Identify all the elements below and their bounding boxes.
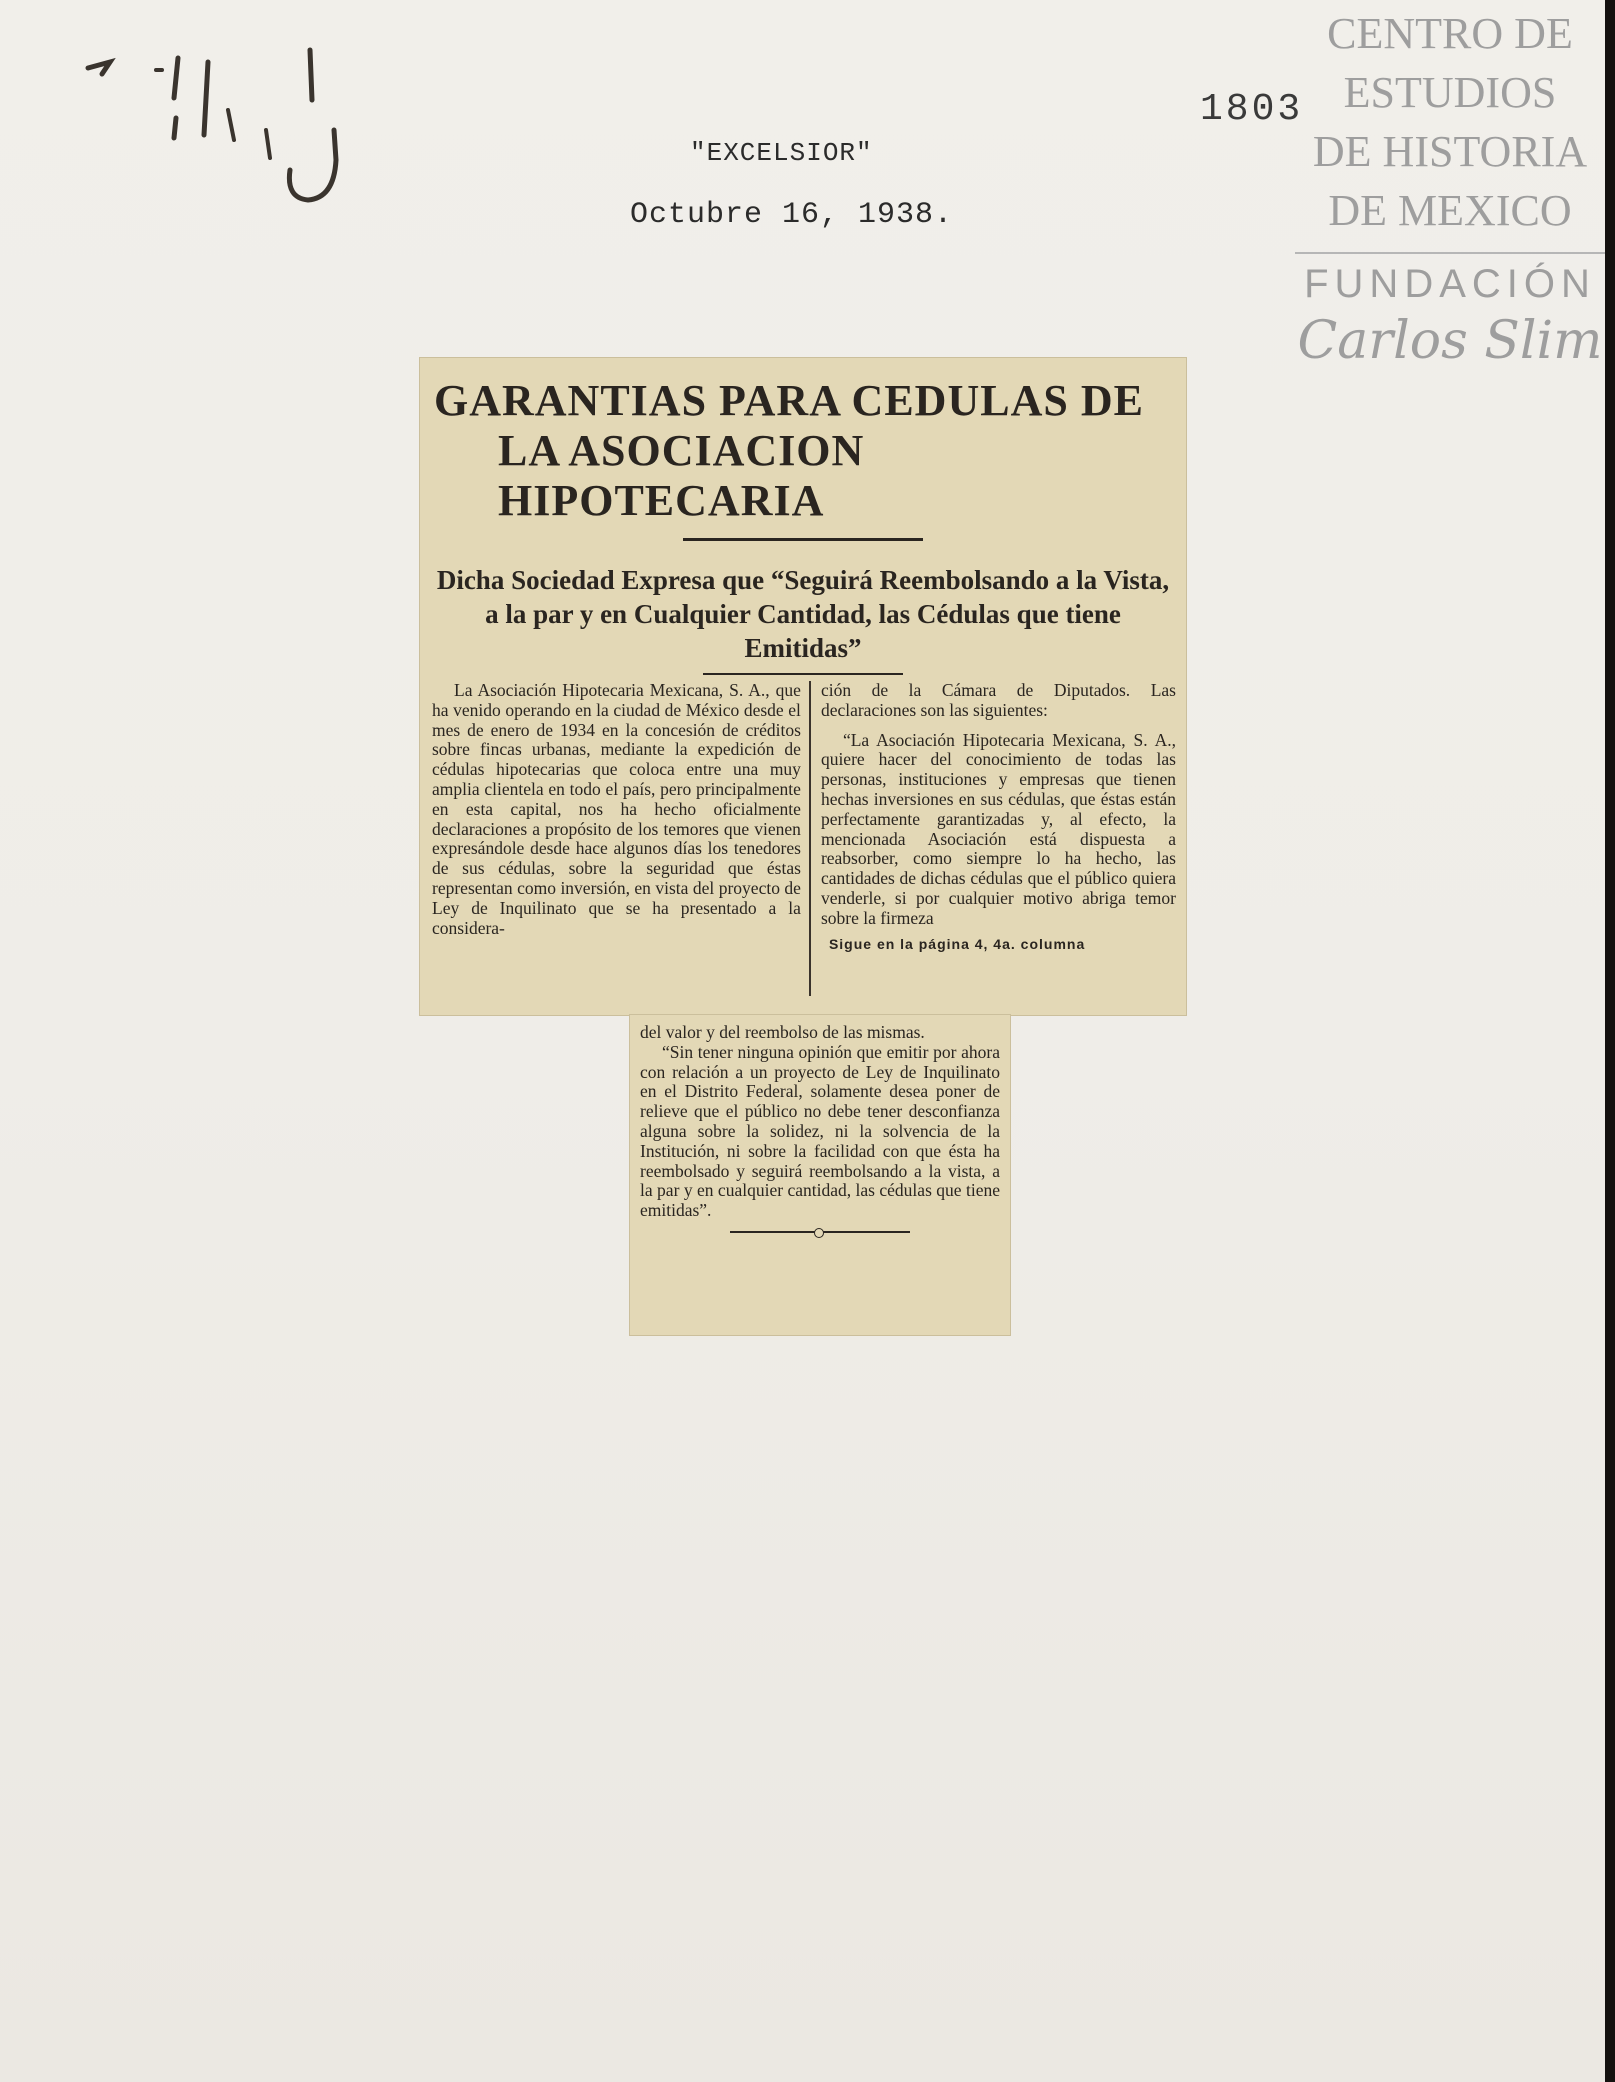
newspaper-name: "EXCELSIOR" <box>690 138 873 168</box>
article-paragraph: ción de la Cámara de Diputados. Las declaraciones son las siguientes: <box>820 680 1176 720</box>
end-of-article-rule <box>730 1231 910 1233</box>
article-paragraph: La Asociación Hipotecaria Mexicana, S. A., que ha venido operando en la ciudad de México desde el mes de enero de 1934 en la concesión de créditos sobre fincas urbanas, mediante la expedición de cédulas hipotecarias que coloca entre una muy amplia clientela en todo el país, pero principalmente en esta capital, nos ha hecho oficialmente declaraciones a propósito de los temores que vienen expresándole desde hace algunos días los tenedores de sus cédulas, sobre la seguridad que éstas representan como inversión, en vista del proyecto de Ley de Inquilinato que se ha presentado a la considera- <box>432 680 801 938</box>
handwritten-mark <box>78 40 378 240</box>
article-paragraph: del valor y del reembolso de las mismas. <box>640 1022 925 1042</box>
watermark-line: CENTRO DE <box>1327 9 1573 58</box>
watermark-line: DE MEXICO <box>1328 186 1572 235</box>
continuation-text <box>630 1015 1010 1221</box>
document-number: 1803 <box>1200 88 1304 131</box>
headline-line-1: GARANTIAS PARA CEDULAS DE <box>434 376 1144 425</box>
article-column-right <box>811 681 1176 996</box>
article-column-left <box>432 681 811 996</box>
article-columns <box>420 681 1186 996</box>
article-headline <box>420 358 1186 526</box>
archive-watermark <box>1295 4 1605 371</box>
watermark-line: DE HISTORIA <box>1312 127 1588 176</box>
watermark-divider <box>1295 252 1605 254</box>
newspaper-clipping <box>420 358 1186 1015</box>
article-subheadline: Dicha Sociedad Expresa que “Seguirá Reembolsando a la Vista, a la par y en Cualquier Cantidad, las Cédulas que tiene Emitidas” <box>436 565 1170 663</box>
watermark-fundacion: FUNDACIÓN <box>1304 262 1596 306</box>
headline-line-2: LA ASOCIACION HIPOTECARIA <box>498 426 865 525</box>
clipping-continuation <box>630 1015 1010 1335</box>
watermark-signature: Carlos Slim <box>1297 311 1603 371</box>
watermark-line: ESTUDIOS <box>1343 68 1557 117</box>
headline-divider <box>683 538 923 541</box>
article-paragraph: “La Asociación Hipotecaria Mexicana, S. A., quiere hacer del conocimiento de todas las personas, instituciones y empresas que tienen hechas inversiones en sus cédulas, que éstas están perfectamente garantizadas y, al efecto, la mencionada Asociación está dispuesta a reabsorber, como siempre lo ha hecho, las cantidades de dichas cédulas que el público quiera venderle, si por cualquier motivo abriga temor sobre la firmeza <box>820 729 1176 928</box>
continued-note: Sigue en la página 4, 4a. columna <box>828 935 1086 952</box>
subheadline-divider <box>703 673 903 675</box>
clipping-date: Octubre 16, 1938. <box>630 198 954 232</box>
article-paragraph: “Sin tener ninguna opinión que emitir por ahora con relación a un proyecto de Ley de Inquilinato en el Distrito Federal, solamente desea poner de relieve que el público no debe tener desconfianza alguna sobre la solidez, ni la solvencia de la Institución, ni sobre la facilidad con que ésta ha reembolsado y seguirá reembolsando a la vista, a la par y en cualquier cantidad, las cédulas que tiene emitidas”. <box>640 1041 1000 1221</box>
